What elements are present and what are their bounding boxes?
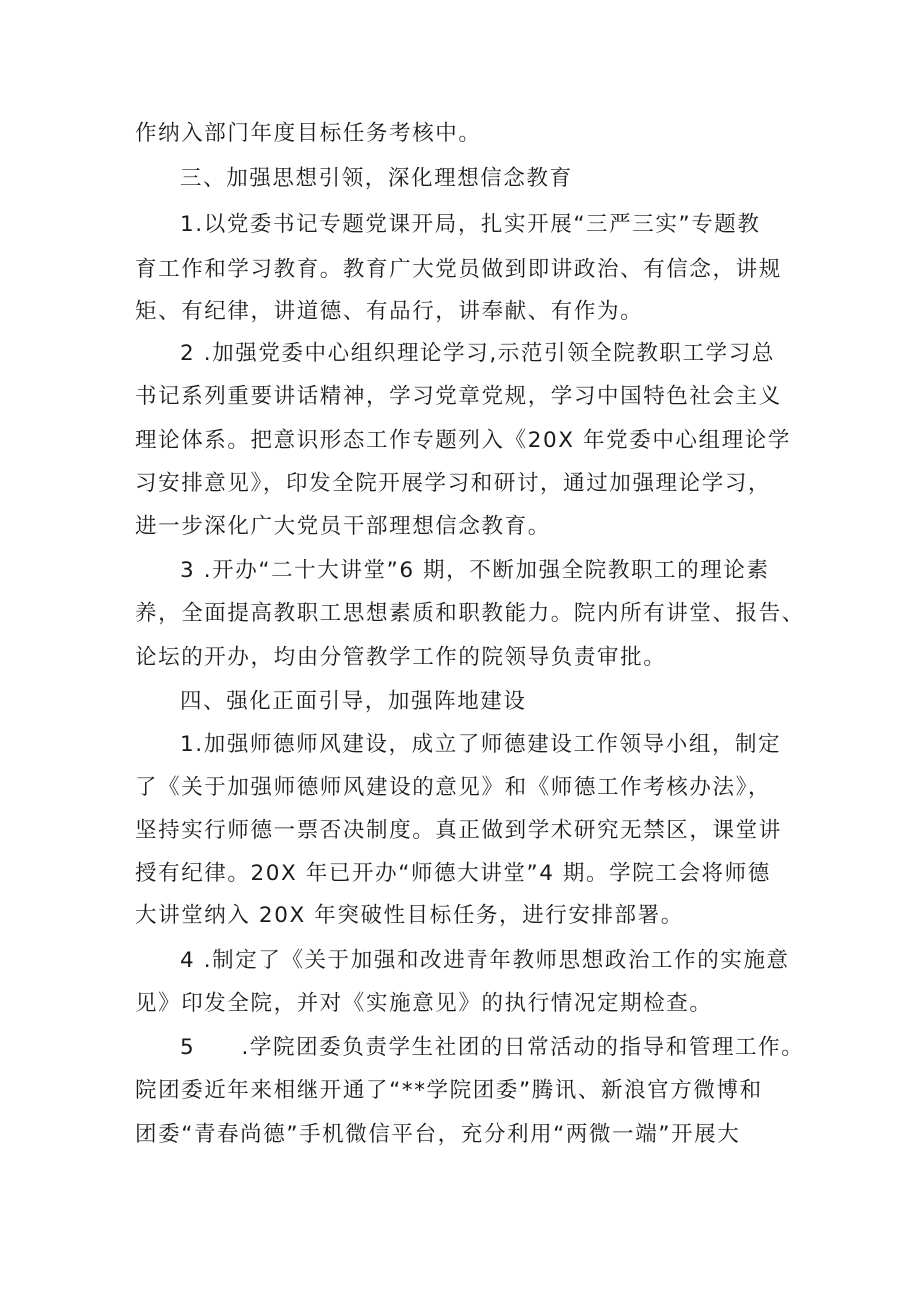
paragraph-line: 理论体系。把意识形态工作专题列入《20X 年党委中心组理论学	[135, 428, 791, 453]
paragraph-line: 3 .开办“二十大讲堂”6 期，不断加强全院教职工的理论素	[180, 558, 770, 583]
paragraph-line: 作纳入部门年度目标任务考核中。	[135, 121, 482, 146]
paragraph-line: 4 .制定了《关于加强和改进青年教师思想政治工作的实施意	[180, 948, 790, 973]
section-heading: 三、加强思想引领，深化理想信念教育	[180, 166, 573, 191]
paragraph-line: 院团委近年来相继开通了“**学院团委”腾讯、新浪官方微博和	[135, 1078, 763, 1103]
paragraph-line: 论坛的开办，均由分管教学工作的院领导负责审批。	[135, 645, 667, 670]
paragraph-line: 养，全面提高教职工思想素质和职教能力。院内所有讲堂、报告、	[135, 601, 805, 626]
paragraph-line: 大讲堂纳入 20X 年突破性目标任务，进行安排部署。	[135, 903, 684, 928]
paragraph-line: 5 .学院团委负责学生社团的日常活动的指导和管理工作。	[180, 1035, 805, 1060]
paragraph-line: 授有纪律。20X 年已开办“师德大讲堂”4 期。学院工会将师德	[135, 861, 771, 886]
paragraph-line: 书记系列重要讲话精神，学习党章党规，学习中国特色社会主义	[135, 384, 782, 409]
paragraph-line: 1.加强师德师风建设，成立了师德建设工作领导小组，制定	[180, 732, 782, 757]
paragraph-line: 矩、有纪律，讲道德、有品行，讲奉献、有作为。	[135, 299, 644, 324]
paragraph-line: 坚持实行师德一票否决制度。真正做到学术研究无禁区，课堂讲	[135, 818, 782, 843]
paragraph-line: 育工作和学习教育。教育广大党员做到即讲政治、有信念，讲规	[135, 257, 782, 282]
section-heading: 四、强化正面引导，加强阵地建设	[180, 689, 527, 714]
paragraph-line: 了《关于加强师德师风建设的意见》和《师德工作考核办法》，	[135, 775, 772, 800]
paragraph-line: 习安排意见》，印发全院开展学习和研讨，通过加强理论学习，	[135, 471, 772, 496]
paragraph-line: 见》印发全院，并对《实施意见》的执行情况定期检查。	[135, 991, 713, 1016]
paragraph-line: 1.以党委书记专题党课开局，扎实开展“三严三实”专题教	[180, 212, 761, 237]
paragraph-line: 2 .加强党委中心组织理论学习,示范引领全院教职工学习总	[180, 341, 775, 366]
paragraph-line: 团委“青春尚德”手机微信平台，充分利用“两微一端”开展大	[135, 1122, 741, 1147]
paragraph-line: 进一步深化广大党员干部理想信念教育。	[135, 514, 551, 539]
